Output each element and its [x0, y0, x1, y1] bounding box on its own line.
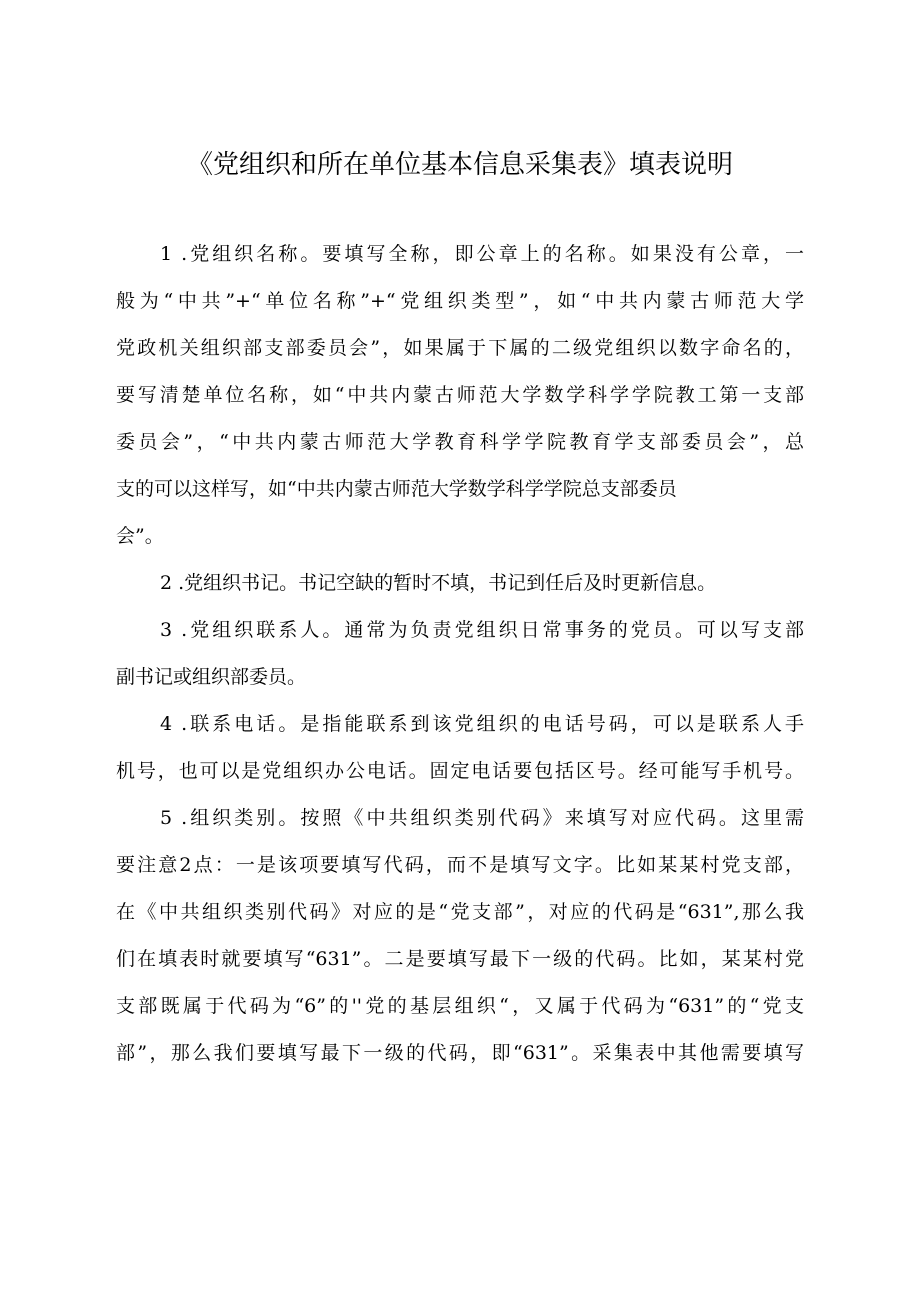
paragraph-line: 部”，那么我们要填写最下一级的代码，即“631”。采集表中其他需要填写 [116, 1042, 804, 1064]
paragraph-line: 1 .党组织名称。要填写全称，即公章上的名称。如果没有公章，一 [160, 243, 804, 265]
paragraph-line: 副书记或组织部委员。 [116, 666, 307, 688]
paragraph-contact-phone [116, 701, 804, 795]
paragraph-line: 般为“中共”+“单位名称”+“党组织类型”，如“中共内蒙古师范大学 [116, 290, 804, 312]
paragraph-line: 党政机关组织部支部委员会”，如果属于下属的二级党组织以数字命名的， [116, 337, 804, 359]
paragraph-line: 2 .党组织书记。书记空缺的暂时不填，书记到任后及时更新信息。 [160, 572, 717, 594]
paragraph-line: 要注意2点：一是该项要填写代码，而不是填写文字。比如某某村党支部， [116, 854, 804, 876]
paragraph-line: 5 .组织类别。按照《中共组织类别代码》来填写对应代码。这里需 [160, 807, 804, 829]
document-body [116, 231, 804, 1077]
paragraph-line: 在《中共组织类别代码》对应的是“党支部”，对应的代码是“631”,那么我 [116, 901, 804, 923]
document-title: 《党组织和所在单位基本信息采集表》填表说明 [186, 150, 733, 180]
paragraph-line: 支的可以这样写，如“中共内蒙古师范大学数学科学学院总支部委员 [116, 478, 677, 500]
paragraph-party-secretary [116, 560, 804, 607]
paragraph-line: 会”。 [116, 525, 164, 547]
paragraph-line: 支部既属于代码为“6”的''党的基层组织“，又属于代码为“631”的“党支 [116, 995, 804, 1017]
paragraph-line: 3 .党组织联系人。通常为负责党组织日常事务的党员。可以写支部 [160, 619, 804, 641]
paragraph-party-org-name [116, 231, 804, 560]
paragraph-contact-person [116, 607, 804, 701]
paragraph-line: 们在填表时就要填写“631”。二是要填写最下一级的代码。比如，某某村党 [116, 948, 804, 970]
paragraph-line: 要写清楚单位名称，如“中共内蒙古师范大学数学科学学院教工第一支部 [116, 384, 804, 406]
paragraph-org-category [116, 795, 804, 1077]
paragraph-line: 委员会”，“中共内蒙古师范大学教育科学学院教育学支部委员会”，总 [116, 431, 804, 453]
paragraph-line: 4 .联系电话。是指能联系到该党组织的电话号码，可以是联系人手 [160, 713, 804, 735]
paragraph-line: 机号，也可以是党组织办公电话。固定电话要包括区号。经可能写手机号。 [116, 760, 804, 782]
